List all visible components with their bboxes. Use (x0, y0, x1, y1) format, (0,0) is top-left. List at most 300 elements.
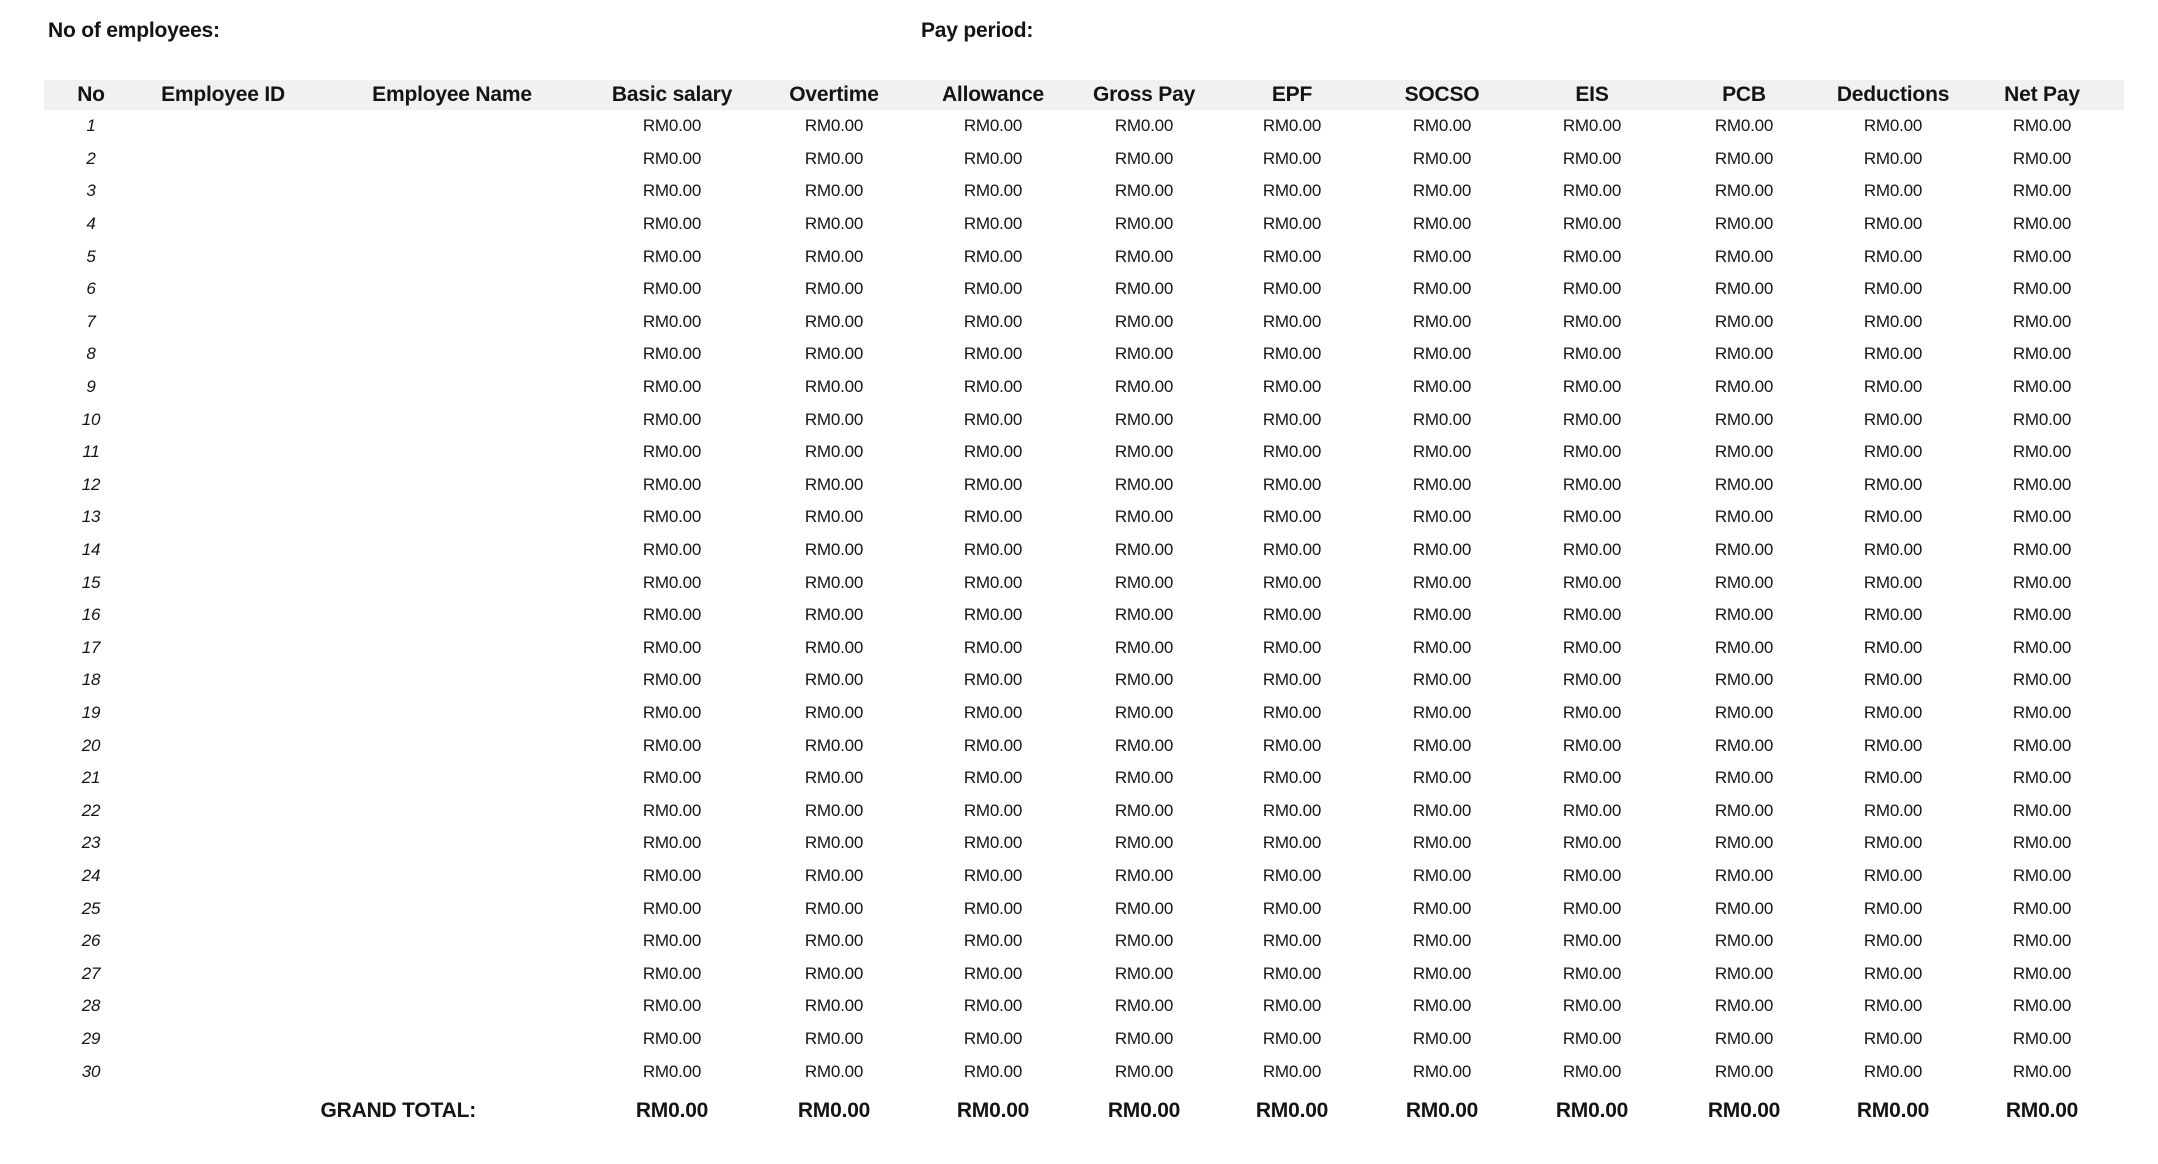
gross-pay-cell[interactable]: RM0.00 (1114, 214, 1174, 234)
net-pay-cell[interactable]: RM0.00 (2012, 1061, 2072, 1081)
employee-id-cell[interactable] (138, 306, 308, 339)
allowance-cell[interactable]: RM0.00 (963, 768, 1023, 788)
net-pay-cell[interactable]: RM0.00 (2012, 996, 2072, 1016)
column-header-employee-id[interactable]: Employee ID (138, 80, 308, 110)
eis-cell[interactable]: RM0.00 (1562, 833, 1622, 853)
deductions-cell[interactable]: RM0.00 (1863, 148, 1923, 168)
pcb-cell[interactable]: RM0.00 (1714, 768, 1774, 788)
pcb-cell[interactable]: RM0.00 (1714, 931, 1774, 951)
employee-id-cell[interactable] (138, 436, 308, 469)
overtime-cell[interactable]: RM0.00 (804, 116, 864, 136)
eis-cell[interactable]: RM0.00 (1562, 181, 1622, 201)
net-pay-cell[interactable]: RM0.00 (2012, 540, 2072, 560)
pcb-cell[interactable]: RM0.00 (1714, 148, 1774, 168)
eis-cell[interactable]: RM0.00 (1562, 963, 1622, 983)
row-number-cell[interactable]: 10 (81, 409, 101, 429)
socso-cell[interactable]: RM0.00 (1412, 1061, 1472, 1081)
employee-name-cell[interactable] (308, 990, 596, 1023)
basic-salary-cell[interactable]: RM0.00 (642, 768, 702, 788)
allowance-cell[interactable]: RM0.00 (963, 898, 1023, 918)
net-pay-cell[interactable]: RM0.00 (2012, 605, 2072, 625)
employee-id-cell[interactable] (138, 990, 308, 1023)
no-of-employees-label[interactable]: No of employees: (48, 19, 220, 42)
grand-total-eis[interactable]: RM0.00 (1555, 1098, 1629, 1122)
basic-salary-cell[interactable]: RM0.00 (642, 148, 702, 168)
deductions-cell[interactable]: RM0.00 (1863, 181, 1923, 201)
net-pay-cell[interactable]: RM0.00 (2012, 507, 2072, 527)
epf-cell[interactable]: RM0.00 (1262, 898, 1322, 918)
overtime-cell[interactable]: RM0.00 (804, 311, 864, 331)
overtime-cell[interactable]: RM0.00 (804, 735, 864, 755)
overtime-cell[interactable]: RM0.00 (804, 540, 864, 560)
socso-cell[interactable]: RM0.00 (1412, 996, 1472, 1016)
gross-pay-cell[interactable]: RM0.00 (1114, 279, 1174, 299)
socso-cell[interactable]: RM0.00 (1412, 409, 1472, 429)
column-header-socso[interactable]: SOCSO (1362, 80, 1522, 110)
allowance-cell[interactable]: RM0.00 (963, 963, 1023, 983)
row-number-cell[interactable]: 18 (81, 670, 101, 690)
employee-id-cell[interactable] (138, 860, 308, 893)
socso-cell[interactable]: RM0.00 (1412, 181, 1472, 201)
employee-name-cell[interactable] (308, 632, 596, 665)
deductions-cell[interactable]: RM0.00 (1863, 377, 1923, 397)
epf-cell[interactable]: RM0.00 (1262, 148, 1322, 168)
eis-cell[interactable]: RM0.00 (1562, 931, 1622, 951)
epf-cell[interactable]: RM0.00 (1262, 311, 1322, 331)
socso-cell[interactable]: RM0.00 (1412, 279, 1472, 299)
gross-pay-cell[interactable]: RM0.00 (1114, 996, 1174, 1016)
row-number-cell[interactable]: 15 (81, 572, 101, 592)
pcb-cell[interactable]: RM0.00 (1714, 702, 1774, 722)
gross-pay-cell[interactable]: RM0.00 (1114, 800, 1174, 820)
employee-name-cell[interactable] (308, 1023, 596, 1056)
gross-pay-cell[interactable]: RM0.00 (1114, 148, 1174, 168)
row-number-cell[interactable]: 12 (81, 474, 101, 494)
basic-salary-cell[interactable]: RM0.00 (642, 246, 702, 266)
allowance-cell[interactable]: RM0.00 (963, 605, 1023, 625)
employee-id-cell[interactable] (138, 632, 308, 665)
deductions-cell[interactable]: RM0.00 (1863, 540, 1923, 560)
basic-salary-cell[interactable]: RM0.00 (642, 214, 702, 234)
row-number-cell[interactable]: 28 (81, 996, 101, 1016)
row-number-cell[interactable]: 1 (86, 116, 96, 136)
net-pay-cell[interactable]: RM0.00 (2012, 768, 2072, 788)
gross-pay-cell[interactable]: RM0.00 (1114, 442, 1174, 462)
employee-id-cell[interactable] (138, 957, 308, 990)
basic-salary-cell[interactable]: RM0.00 (642, 833, 702, 853)
overtime-cell[interactable]: RM0.00 (804, 344, 864, 364)
allowance-cell[interactable]: RM0.00 (963, 311, 1023, 331)
socso-cell[interactable]: RM0.00 (1412, 605, 1472, 625)
row-number-cell[interactable]: 11 (82, 442, 100, 462)
employee-id-cell[interactable] (138, 794, 308, 827)
socso-cell[interactable]: RM0.00 (1412, 474, 1472, 494)
net-pay-cell[interactable]: RM0.00 (2012, 963, 2072, 983)
employee-id-cell[interactable] (138, 338, 308, 371)
pcb-cell[interactable]: RM0.00 (1714, 865, 1774, 885)
pcb-cell[interactable]: RM0.00 (1714, 996, 1774, 1016)
basic-salary-cell[interactable]: RM0.00 (642, 311, 702, 331)
deductions-cell[interactable]: RM0.00 (1863, 344, 1923, 364)
allowance-cell[interactable]: RM0.00 (963, 279, 1023, 299)
pcb-cell[interactable]: RM0.00 (1714, 637, 1774, 657)
row-number-cell[interactable]: 24 (81, 865, 101, 885)
socso-cell[interactable]: RM0.00 (1412, 865, 1472, 885)
employee-id-cell[interactable] (138, 925, 308, 958)
basic-salary-cell[interactable]: RM0.00 (642, 409, 702, 429)
socso-cell[interactable]: RM0.00 (1412, 572, 1472, 592)
net-pay-cell[interactable]: RM0.00 (2012, 800, 2072, 820)
grand-total-deductions[interactable]: RM0.00 (1856, 1098, 1930, 1122)
pcb-cell[interactable]: RM0.00 (1714, 605, 1774, 625)
deductions-cell[interactable]: RM0.00 (1863, 1028, 1923, 1048)
deductions-cell[interactable]: RM0.00 (1863, 507, 1923, 527)
overtime-cell[interactable]: RM0.00 (804, 246, 864, 266)
basic-salary-cell[interactable]: RM0.00 (642, 800, 702, 820)
net-pay-cell[interactable]: RM0.00 (2012, 279, 2072, 299)
deductions-cell[interactable]: RM0.00 (1863, 311, 1923, 331)
allowance-cell[interactable]: RM0.00 (963, 442, 1023, 462)
overtime-cell[interactable]: RM0.00 (804, 833, 864, 853)
eis-cell[interactable]: RM0.00 (1562, 670, 1622, 690)
overtime-cell[interactable]: RM0.00 (804, 214, 864, 234)
employee-name-cell[interactable] (308, 697, 596, 730)
allowance-cell[interactable]: RM0.00 (963, 865, 1023, 885)
pcb-cell[interactable]: RM0.00 (1714, 214, 1774, 234)
deductions-cell[interactable]: RM0.00 (1863, 637, 1923, 657)
allowance-cell[interactable]: RM0.00 (963, 1028, 1023, 1048)
deductions-cell[interactable]: RM0.00 (1863, 670, 1923, 690)
socso-cell[interactable]: RM0.00 (1412, 768, 1472, 788)
basic-salary-cell[interactable]: RM0.00 (642, 963, 702, 983)
net-pay-cell[interactable]: RM0.00 (2012, 898, 2072, 918)
epf-cell[interactable]: RM0.00 (1262, 605, 1322, 625)
gross-pay-cell[interactable]: RM0.00 (1114, 507, 1174, 527)
grand-total-epf[interactable]: RM0.00 (1255, 1098, 1329, 1122)
deductions-cell[interactable]: RM0.00 (1863, 702, 1923, 722)
epf-cell[interactable]: RM0.00 (1262, 474, 1322, 494)
net-pay-cell[interactable]: RM0.00 (2012, 148, 2072, 168)
basic-salary-cell[interactable]: RM0.00 (642, 637, 702, 657)
row-number-cell[interactable]: 16 (81, 605, 101, 625)
employee-name-cell[interactable] (308, 827, 596, 860)
socso-cell[interactable]: RM0.00 (1412, 442, 1472, 462)
deductions-cell[interactable]: RM0.00 (1863, 442, 1923, 462)
eis-cell[interactable]: RM0.00 (1562, 540, 1622, 560)
basic-salary-cell[interactable]: RM0.00 (642, 507, 702, 527)
employee-id-cell[interactable] (138, 371, 308, 404)
socso-cell[interactable]: RM0.00 (1412, 637, 1472, 657)
pcb-cell[interactable]: RM0.00 (1714, 1028, 1774, 1048)
basic-salary-cell[interactable]: RM0.00 (642, 474, 702, 494)
overtime-cell[interactable]: RM0.00 (804, 865, 864, 885)
row-number-cell[interactable]: 13 (81, 507, 101, 527)
epf-cell[interactable]: RM0.00 (1262, 181, 1322, 201)
pcb-cell[interactable]: RM0.00 (1714, 116, 1774, 136)
socso-cell[interactable]: RM0.00 (1412, 116, 1472, 136)
allowance-cell[interactable]: RM0.00 (963, 344, 1023, 364)
grand-total-label[interactable]: GRAND TOTAL: (320, 1098, 476, 1122)
socso-cell[interactable]: RM0.00 (1412, 148, 1472, 168)
net-pay-cell[interactable]: RM0.00 (2012, 246, 2072, 266)
employee-id-cell[interactable] (138, 1023, 308, 1056)
employee-name-cell[interactable] (308, 175, 596, 208)
pcb-cell[interactable]: RM0.00 (1714, 540, 1774, 560)
employee-id-cell[interactable] (138, 1055, 308, 1088)
deductions-cell[interactable]: RM0.00 (1863, 833, 1923, 853)
overtime-cell[interactable]: RM0.00 (804, 409, 864, 429)
column-header-basic-salary[interactable]: Basic salary (596, 80, 748, 110)
gross-pay-cell[interactable]: RM0.00 (1114, 540, 1174, 560)
pcb-cell[interactable]: RM0.00 (1714, 377, 1774, 397)
eis-cell[interactable]: RM0.00 (1562, 279, 1622, 299)
employee-id-cell[interactable] (138, 664, 308, 697)
allowance-cell[interactable]: RM0.00 (963, 409, 1023, 429)
epf-cell[interactable]: RM0.00 (1262, 865, 1322, 885)
net-pay-cell[interactable]: RM0.00 (2012, 344, 2072, 364)
grand-total-pcb[interactable]: RM0.00 (1707, 1098, 1781, 1122)
deductions-cell[interactable]: RM0.00 (1863, 768, 1923, 788)
gross-pay-cell[interactable]: RM0.00 (1114, 181, 1174, 201)
employee-name-cell[interactable] (308, 925, 596, 958)
employee-id-cell[interactable] (138, 273, 308, 306)
allowance-cell[interactable]: RM0.00 (963, 572, 1023, 592)
eis-cell[interactable]: RM0.00 (1562, 996, 1622, 1016)
deductions-cell[interactable]: RM0.00 (1863, 409, 1923, 429)
eis-cell[interactable]: RM0.00 (1562, 214, 1622, 234)
overtime-cell[interactable]: RM0.00 (804, 637, 864, 657)
allowance-cell[interactable]: RM0.00 (963, 507, 1023, 527)
gross-pay-cell[interactable]: RM0.00 (1114, 474, 1174, 494)
socso-cell[interactable]: RM0.00 (1412, 246, 1472, 266)
employee-name-cell[interactable] (308, 143, 596, 176)
column-header-overtime[interactable]: Overtime (748, 80, 920, 110)
column-header-deductions[interactable]: Deductions (1826, 80, 1960, 110)
overtime-cell[interactable]: RM0.00 (804, 800, 864, 820)
column-header-eis[interactable]: EIS (1522, 80, 1662, 110)
allowance-cell[interactable]: RM0.00 (963, 214, 1023, 234)
eis-cell[interactable]: RM0.00 (1562, 605, 1622, 625)
row-number-cell[interactable]: 17 (81, 637, 101, 657)
deductions-cell[interactable]: RM0.00 (1863, 800, 1923, 820)
overtime-cell[interactable]: RM0.00 (804, 702, 864, 722)
epf-cell[interactable]: RM0.00 (1262, 116, 1322, 136)
row-number-cell[interactable]: 6 (86, 279, 96, 299)
socso-cell[interactable]: RM0.00 (1412, 311, 1472, 331)
net-pay-cell[interactable]: RM0.00 (2012, 637, 2072, 657)
employee-name-cell[interactable] (308, 664, 596, 697)
employee-name-cell[interactable] (308, 566, 596, 599)
net-pay-cell[interactable]: RM0.00 (2012, 377, 2072, 397)
basic-salary-cell[interactable]: RM0.00 (642, 279, 702, 299)
employee-id-cell[interactable] (138, 827, 308, 860)
allowance-cell[interactable]: RM0.00 (963, 800, 1023, 820)
overtime-cell[interactable]: RM0.00 (804, 963, 864, 983)
net-pay-cell[interactable]: RM0.00 (2012, 116, 2072, 136)
basic-salary-cell[interactable]: RM0.00 (642, 377, 702, 397)
deductions-cell[interactable]: RM0.00 (1863, 214, 1923, 234)
row-number-cell[interactable]: 7 (86, 311, 96, 331)
gross-pay-cell[interactable]: RM0.00 (1114, 637, 1174, 657)
eis-cell[interactable]: RM0.00 (1562, 377, 1622, 397)
employee-id-cell[interactable] (138, 175, 308, 208)
basic-salary-cell[interactable]: RM0.00 (642, 1061, 702, 1081)
employee-name-cell[interactable] (308, 794, 596, 827)
net-pay-cell[interactable]: RM0.00 (2012, 311, 2072, 331)
epf-cell[interactable]: RM0.00 (1262, 833, 1322, 853)
grand-total-gross-pay[interactable]: RM0.00 (1107, 1098, 1181, 1122)
pcb-cell[interactable]: RM0.00 (1714, 1061, 1774, 1081)
pcb-cell[interactable]: RM0.00 (1714, 833, 1774, 853)
employee-id-cell[interactable] (138, 729, 308, 762)
pcb-cell[interactable]: RM0.00 (1714, 670, 1774, 690)
eis-cell[interactable]: RM0.00 (1562, 442, 1622, 462)
deductions-cell[interactable]: RM0.00 (1863, 996, 1923, 1016)
net-pay-cell[interactable]: RM0.00 (2012, 931, 2072, 951)
column-header-allowance[interactable]: Allowance (920, 80, 1066, 110)
column-header-no[interactable]: No (44, 80, 138, 110)
socso-cell[interactable]: RM0.00 (1412, 507, 1472, 527)
gross-pay-cell[interactable]: RM0.00 (1114, 735, 1174, 755)
employee-id-cell[interactable] (138, 110, 308, 143)
socso-cell[interactable]: RM0.00 (1412, 833, 1472, 853)
gross-pay-cell[interactable]: RM0.00 (1114, 344, 1174, 364)
employee-id-cell[interactable] (138, 697, 308, 730)
employee-id-cell[interactable] (138, 208, 308, 241)
employee-name-cell[interactable] (308, 1055, 596, 1088)
allowance-cell[interactable]: RM0.00 (963, 931, 1023, 951)
epf-cell[interactable]: RM0.00 (1262, 246, 1322, 266)
employee-name-cell[interactable] (308, 240, 596, 273)
overtime-cell[interactable]: RM0.00 (804, 1028, 864, 1048)
eis-cell[interactable]: RM0.00 (1562, 865, 1622, 885)
column-header-net-pay[interactable]: Net Pay (1960, 80, 2124, 110)
gross-pay-cell[interactable]: RM0.00 (1114, 116, 1174, 136)
epf-cell[interactable]: RM0.00 (1262, 507, 1322, 527)
net-pay-cell[interactable]: RM0.00 (2012, 833, 2072, 853)
epf-cell[interactable]: RM0.00 (1262, 670, 1322, 690)
employee-name-cell[interactable] (308, 469, 596, 502)
socso-cell[interactable]: RM0.00 (1412, 344, 1472, 364)
eis-cell[interactable]: RM0.00 (1562, 246, 1622, 266)
row-number-cell[interactable]: 26 (81, 931, 101, 951)
row-number-cell[interactable]: 3 (86, 181, 96, 201)
row-number-cell[interactable]: 14 (81, 540, 101, 560)
allowance-cell[interactable]: RM0.00 (963, 116, 1023, 136)
pcb-cell[interactable]: RM0.00 (1714, 800, 1774, 820)
epf-cell[interactable]: RM0.00 (1262, 1028, 1322, 1048)
allowance-cell[interactable]: RM0.00 (963, 996, 1023, 1016)
eis-cell[interactable]: RM0.00 (1562, 572, 1622, 592)
pcb-cell[interactable]: RM0.00 (1714, 181, 1774, 201)
row-number-cell[interactable]: 20 (81, 735, 101, 755)
epf-cell[interactable]: RM0.00 (1262, 768, 1322, 788)
employee-name-cell[interactable] (308, 599, 596, 632)
overtime-cell[interactable]: RM0.00 (804, 1061, 864, 1081)
overtime-cell[interactable]: RM0.00 (804, 768, 864, 788)
eis-cell[interactable]: RM0.00 (1562, 344, 1622, 364)
pcb-cell[interactable]: RM0.00 (1714, 963, 1774, 983)
eis-cell[interactable]: RM0.00 (1562, 702, 1622, 722)
basic-salary-cell[interactable]: RM0.00 (642, 865, 702, 885)
deductions-cell[interactable]: RM0.00 (1863, 474, 1923, 494)
allowance-cell[interactable]: RM0.00 (963, 246, 1023, 266)
gross-pay-cell[interactable]: RM0.00 (1114, 377, 1174, 397)
eis-cell[interactable]: RM0.00 (1562, 311, 1622, 331)
deductions-cell[interactable]: RM0.00 (1863, 1061, 1923, 1081)
basic-salary-cell[interactable]: RM0.00 (642, 702, 702, 722)
gross-pay-cell[interactable]: RM0.00 (1114, 768, 1174, 788)
epf-cell[interactable]: RM0.00 (1262, 409, 1322, 429)
net-pay-cell[interactable]: RM0.00 (2012, 702, 2072, 722)
column-header-pcb[interactable]: PCB (1662, 80, 1826, 110)
pcb-cell[interactable]: RM0.00 (1714, 279, 1774, 299)
employee-id-cell[interactable] (138, 762, 308, 795)
row-number-cell[interactable]: 25 (81, 898, 101, 918)
socso-cell[interactable]: RM0.00 (1412, 540, 1472, 560)
basic-salary-cell[interactable]: RM0.00 (642, 735, 702, 755)
employee-id-cell[interactable] (138, 534, 308, 567)
grand-total-net-pay[interactable]: RM0.00 (2005, 1098, 2079, 1122)
gross-pay-cell[interactable]: RM0.00 (1114, 931, 1174, 951)
epf-cell[interactable]: RM0.00 (1262, 800, 1322, 820)
pay-period-label[interactable]: Pay period: (921, 19, 1034, 42)
epf-cell[interactable]: RM0.00 (1262, 1061, 1322, 1081)
net-pay-cell[interactable]: RM0.00 (2012, 735, 2072, 755)
epf-cell[interactable]: RM0.00 (1262, 735, 1322, 755)
socso-cell[interactable]: RM0.00 (1412, 214, 1472, 234)
gross-pay-cell[interactable]: RM0.00 (1114, 963, 1174, 983)
column-header-gross-pay[interactable]: Gross Pay (1066, 80, 1222, 110)
allowance-cell[interactable]: RM0.00 (963, 1061, 1023, 1081)
eis-cell[interactable]: RM0.00 (1562, 768, 1622, 788)
allowance-cell[interactable]: RM0.00 (963, 637, 1023, 657)
row-number-cell[interactable]: 9 (86, 377, 96, 397)
eis-cell[interactable]: RM0.00 (1562, 898, 1622, 918)
gross-pay-cell[interactable]: RM0.00 (1114, 702, 1174, 722)
epf-cell[interactable]: RM0.00 (1262, 344, 1322, 364)
epf-cell[interactable]: RM0.00 (1262, 572, 1322, 592)
column-header-employee-name[interactable]: Employee Name (308, 80, 596, 110)
gross-pay-cell[interactable]: RM0.00 (1114, 605, 1174, 625)
overtime-cell[interactable]: RM0.00 (804, 670, 864, 690)
basic-salary-cell[interactable]: RM0.00 (642, 540, 702, 560)
employee-name-cell[interactable] (308, 957, 596, 990)
employee-id-cell[interactable] (138, 566, 308, 599)
overtime-cell[interactable]: RM0.00 (804, 442, 864, 462)
overtime-cell[interactable]: RM0.00 (804, 181, 864, 201)
employee-id-cell[interactable] (138, 469, 308, 502)
pcb-cell[interactable]: RM0.00 (1714, 898, 1774, 918)
net-pay-cell[interactable]: RM0.00 (2012, 865, 2072, 885)
gross-pay-cell[interactable]: RM0.00 (1114, 1061, 1174, 1081)
pcb-cell[interactable]: RM0.00 (1714, 311, 1774, 331)
epf-cell[interactable]: RM0.00 (1262, 963, 1322, 983)
pcb-cell[interactable]: RM0.00 (1714, 735, 1774, 755)
overtime-cell[interactable]: RM0.00 (804, 148, 864, 168)
basic-salary-cell[interactable]: RM0.00 (642, 1028, 702, 1048)
pcb-cell[interactable]: RM0.00 (1714, 507, 1774, 527)
socso-cell[interactable]: RM0.00 (1412, 702, 1472, 722)
net-pay-cell[interactable]: RM0.00 (2012, 572, 2072, 592)
epf-cell[interactable]: RM0.00 (1262, 214, 1322, 234)
epf-cell[interactable]: RM0.00 (1262, 442, 1322, 462)
net-pay-cell[interactable]: RM0.00 (2012, 409, 2072, 429)
eis-cell[interactable]: RM0.00 (1562, 148, 1622, 168)
deductions-cell[interactable]: RM0.00 (1863, 931, 1923, 951)
row-number-cell[interactable]: 8 (86, 344, 96, 364)
epf-cell[interactable]: RM0.00 (1262, 702, 1322, 722)
